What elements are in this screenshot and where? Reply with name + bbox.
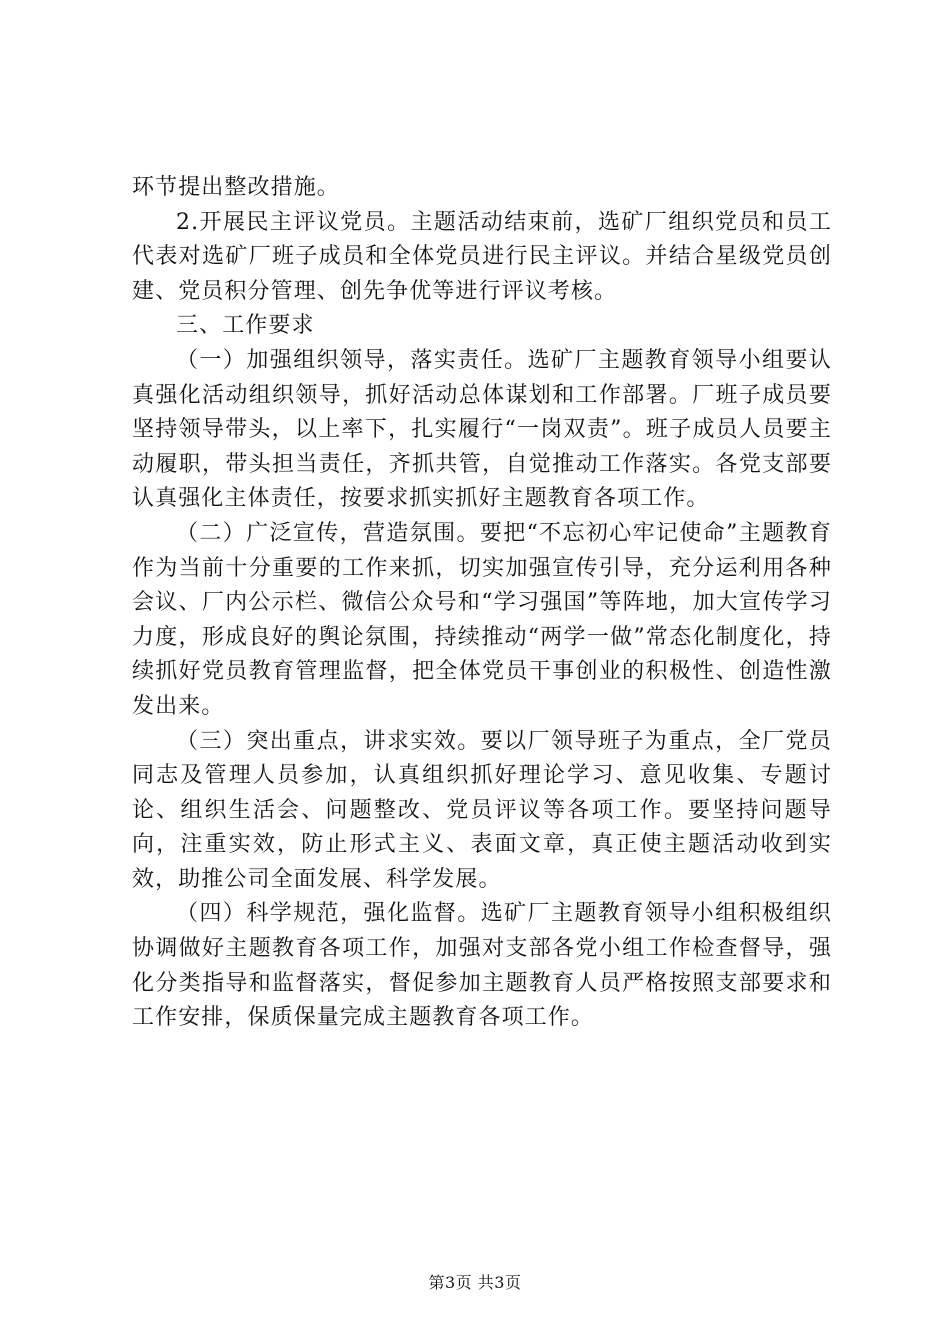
paragraph-publicity: （二）广泛宣传，营造氛围。要把“不忘初心牢记使命”主题教育作为当前十分重要的工作来抓，切实加强宣传引导，充分运利用各种会议、厂内公示栏、微信公众号和“学习强国”等阵地，加大宣传学习力度，形成良好的舆论氛围，持续推动“两学一做”常态化制度化，持续抓好党员教育管理监督，把全体党员干事创业的积极性、创造性激发出来。 <box>132 520 832 719</box>
paragraph-continuation: 环节提出整改措施。 <box>132 175 340 200</box>
paragraph-democratic-evaluation: 2.开展民主评议党员。主题活动结束前，选矿厂组织党员和员工代表对选矿厂班子成员和全体党员进行民主评议。并结合星级党员创建、党员积分管理、创先争优等进行评议考核。 <box>132 209 832 304</box>
page-number-footer: 第3页 共3页 <box>428 1273 522 1292</box>
paragraph-organization-leadership: （一）加强组织领导，落实责任。选矿厂主题教育领导小组要认真强化活动组织领导，抓好活动总体谋划和工作部署。厂班子成员要坚持领导带头，以上率下，扎实履行“一岗双责”。班子成员人员要主动履职，带头担当责任，齐抓共管，自觉推动工作落实。各党支部要认真强化主体责任，按要求抓实抓好主题教育各项工作。 <box>132 347 832 512</box>
paragraph-key-points: （三）突出重点，讲求实效。要以厂领导班子为重点，全厂党员同志及管理人员参加，认真组织抓好理论学习、意见收集、专题讨论、组织生活会、问题整改、党员评议等各项工作。要坚持问题导向，注重实效，防止形式主义、表面文章，真正使主题活动收到实效，助推公司全面发展、科学发展。 <box>132 728 832 892</box>
section-heading-work-requirements: 三、工作要求 <box>176 313 315 339</box>
paragraph-supervision: （四）科学规范，强化监督。选矿厂主题教育领导小组积极组织协调做好主题教育各项工作，加强对支部各党小组工作检查督导，强化分类指导和监督落实，督促参加主题教育人员严格按照支部要求和工作安排，保质保量完成主题教育各项工作。 <box>132 901 832 1031</box>
document-body <box>132 171 832 1036</box>
